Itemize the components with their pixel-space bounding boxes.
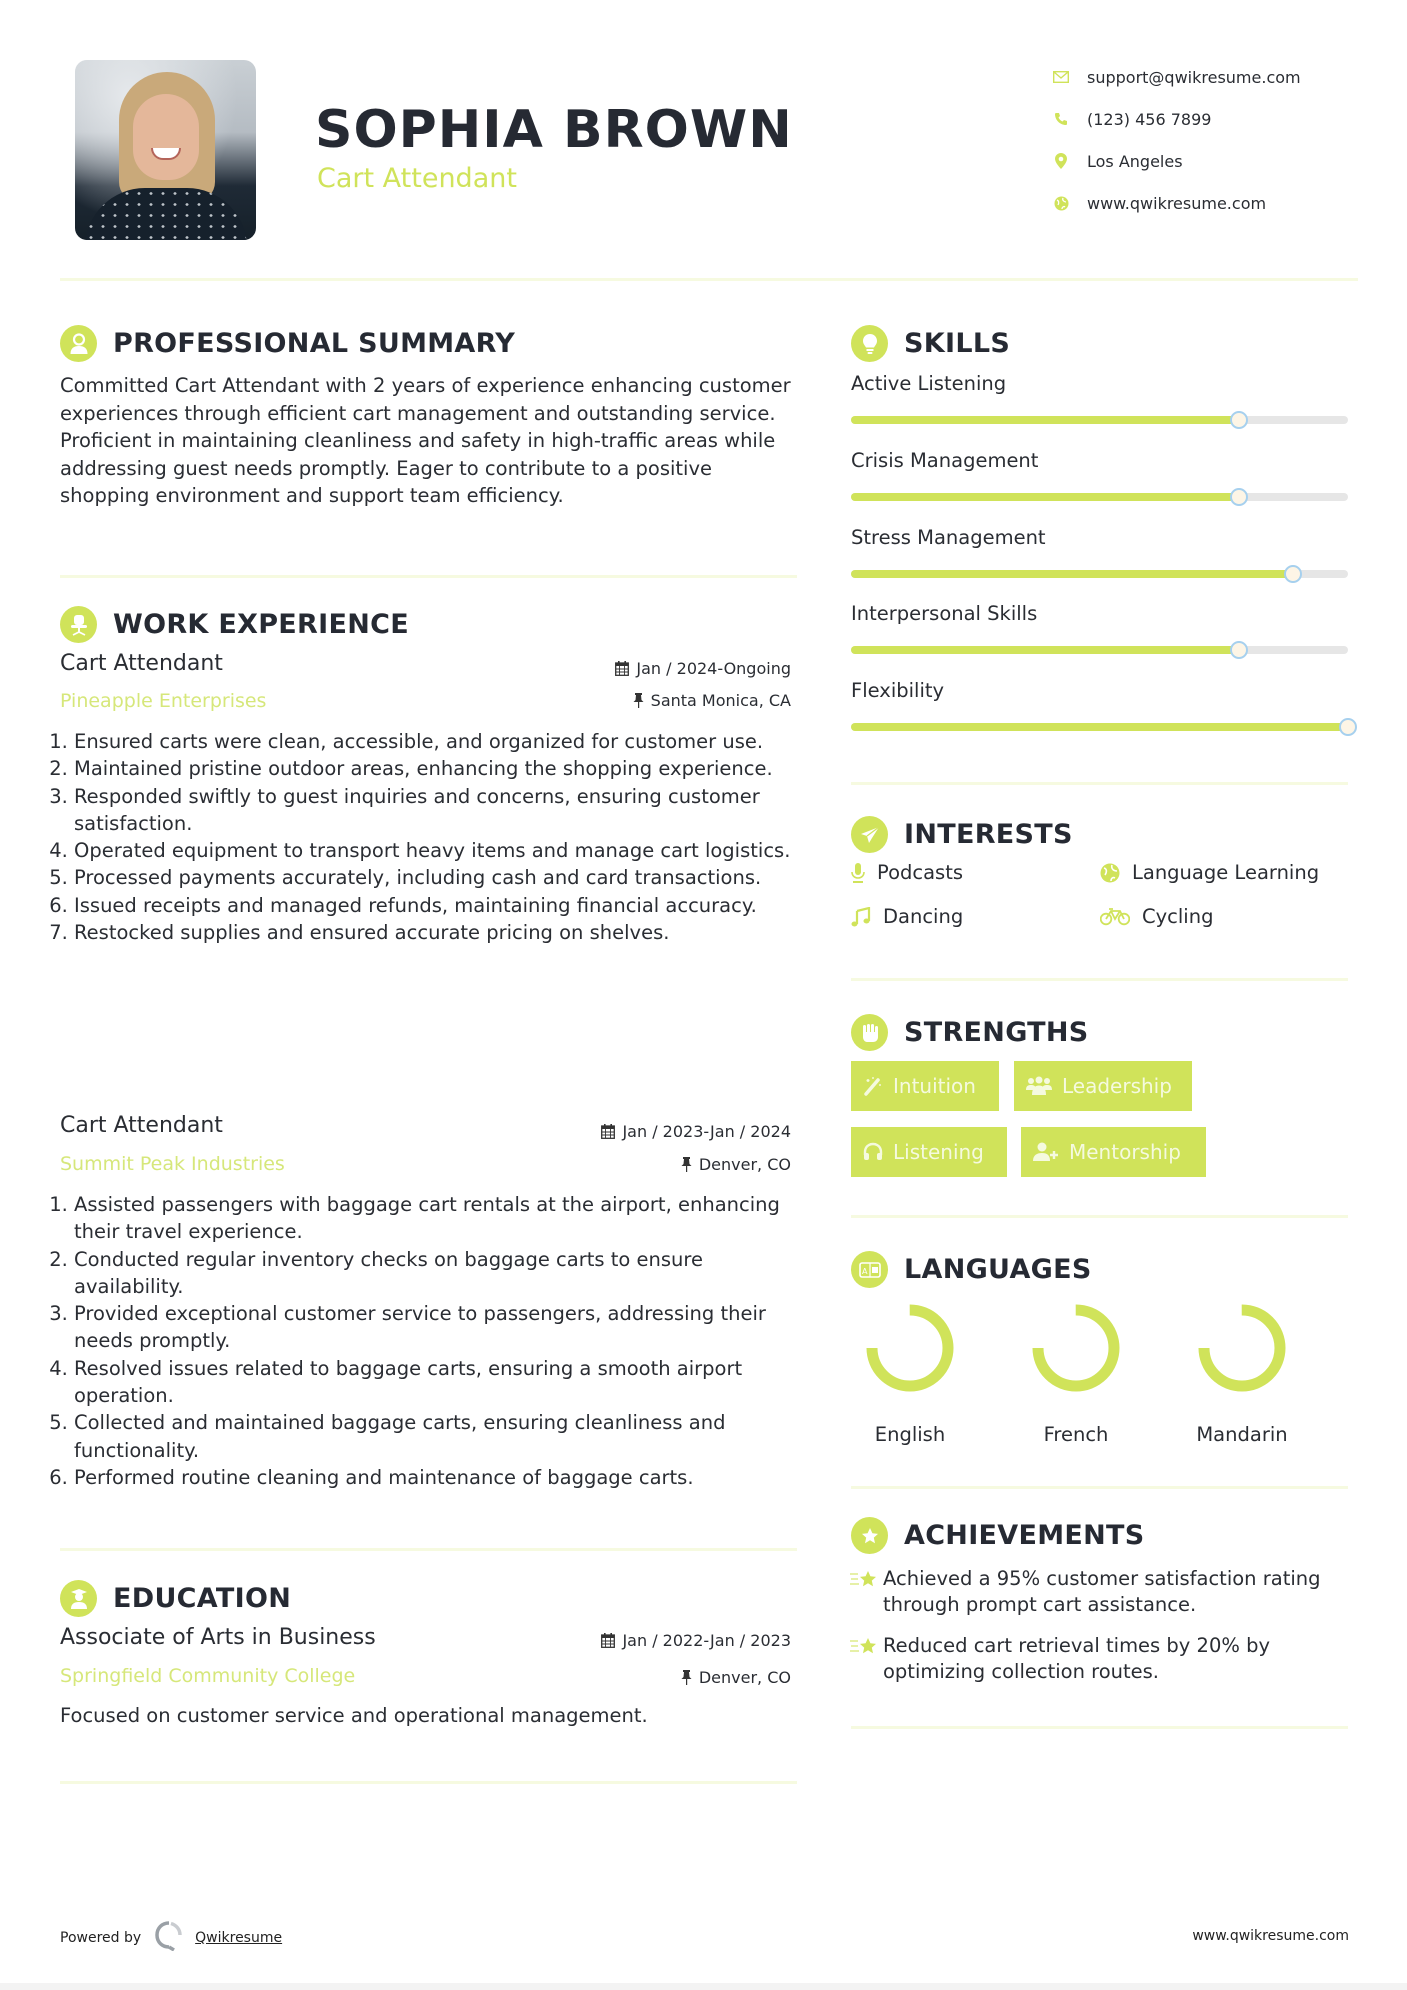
duty-item: 3. Provided exceptional customer service to passengers, addressing their needs promptly. [74, 1300, 796, 1355]
strength-label: Intuition [893, 1074, 976, 1098]
paper-plane-icon [851, 816, 888, 853]
calendar-icon [615, 661, 629, 676]
section-title: PROFESSIONAL SUMMARY [113, 328, 516, 359]
strength-label: Mentorship [1069, 1140, 1181, 1164]
skill-name: Stress Management [851, 526, 1046, 549]
company-name: Summit Peak Industries [60, 1153, 285, 1175]
skill-bar [851, 493, 1348, 501]
skill-bar-knob [1339, 718, 1357, 736]
section-experience-heading [60, 606, 409, 643]
globe-icon [1100, 863, 1120, 883]
translate-icon [851, 1251, 888, 1288]
job-location-text: Denver, CO [698, 1155, 791, 1174]
interest-label: Cycling [1142, 905, 1214, 928]
shooting-star-icon [849, 1566, 883, 1618]
office-chair-icon [60, 606, 97, 643]
magic-wand-icon [863, 1076, 883, 1096]
interest-item [851, 905, 963, 928]
language-name: French [1043, 1423, 1109, 1446]
language-item [1192, 1303, 1292, 1446]
section-divider [851, 782, 1348, 785]
duty-item: 4. Operated equipment to transport heavy items and manage cart logistics. [74, 837, 796, 864]
pushpin-icon [633, 693, 644, 708]
contact-list [1052, 56, 1372, 224]
duty-item: 5. Processed payments accurately, including cash and card transactions. [74, 864, 796, 891]
section-title: STRENGTHS [904, 1017, 1089, 1048]
contact-website[interactable] [1052, 182, 1372, 224]
duty-item: 2. Maintained pristine outdoor areas, enhancing the shopping experience. [74, 755, 796, 782]
section-title: INTERESTS [904, 819, 1073, 850]
star-badge-icon [851, 1517, 888, 1554]
music-note-icon [851, 907, 871, 927]
section-achievements-heading [851, 1517, 1145, 1554]
company-name: Pineapple Enterprises [60, 690, 267, 712]
header-divider [60, 278, 1358, 281]
language-name: English [874, 1423, 946, 1446]
education-location [500, 1668, 791, 1687]
skill-bar-knob [1230, 411, 1248, 429]
duty-item: 6. Issued receipts and managed refunds, maintaining financial accuracy. [74, 892, 796, 919]
section-divider [60, 1548, 797, 1551]
users-icon [1026, 1076, 1052, 1096]
duty-item: 2. Conducted regular inventory checks on baggage carts to ensure availability. [74, 1246, 796, 1301]
skill-name: Active Listening [851, 372, 1007, 395]
duty-item: 3. Responded swiftly to guest inquiries and concerns, ensuring customer satisfaction. [74, 783, 796, 838]
language-progress-ring [1031, 1303, 1121, 1393]
job-dates [500, 659, 791, 678]
job-location [500, 1155, 791, 1174]
education-description: Focused on customer service and operational management. [60, 1704, 648, 1727]
achievement-item [849, 1633, 1329, 1685]
section-divider [60, 575, 797, 578]
contact-phone[interactable] [1052, 98, 1372, 140]
job-title: Cart Attendant [60, 1113, 223, 1138]
section-title: SKILLS [904, 328, 1011, 359]
language-item [860, 1303, 960, 1446]
degree-title: Associate of Arts in Business [60, 1625, 376, 1650]
interest-label: Language Learning [1132, 861, 1320, 884]
duty-item: 6. Performed routine cleaning and maintenance of baggage carts. [74, 1464, 796, 1491]
globe-icon [1052, 194, 1070, 212]
section-languages-heading [851, 1251, 1092, 1288]
interest-item [1100, 861, 1319, 884]
contact-phone-text: (123) 456 7899 [1087, 109, 1212, 129]
raised-fist-icon [851, 1014, 888, 1051]
duty-item: 4. Resolved issues related to baggage carts, ensuring a smooth airport operation. [74, 1355, 796, 1410]
language-name: Mandarin [1196, 1423, 1288, 1446]
section-title: LANGUAGES [904, 1254, 1092, 1285]
strength-badge [1021, 1127, 1206, 1177]
job-location [500, 691, 791, 710]
section-education-heading [60, 1580, 291, 1617]
skill-bar-knob [1284, 565, 1302, 583]
section-summary-heading [60, 325, 515, 362]
skill-bar [851, 723, 1348, 731]
job-dates [500, 1122, 791, 1141]
skill-bar-knob [1230, 641, 1248, 659]
achievement-item [849, 1566, 1329, 1618]
language-progress-ring [865, 1303, 955, 1393]
interest-item [851, 861, 963, 884]
section-divider [60, 1781, 797, 1784]
duty-item: 7. Restocked supplies and ensured accurate pricing on shelves. [74, 919, 796, 946]
skill-bar [851, 646, 1348, 654]
bicycle-icon [1100, 908, 1130, 926]
section-divider [851, 978, 1348, 981]
achievement-text: Achieved a 95% customer satisfaction rating through prompt cart assistance. [883, 1567, 1321, 1616]
contact-email[interactable] [1052, 56, 1372, 98]
section-divider [851, 1726, 1348, 1729]
skill-name: Crisis Management [851, 449, 1039, 472]
calendar-icon [601, 1124, 615, 1139]
language-progress-ring [1197, 1303, 1287, 1393]
candidate-role: Cart Attendant [317, 163, 517, 194]
powered-by-label: Powered by [60, 1930, 142, 1946]
interest-label: Podcasts [877, 861, 964, 884]
section-title: ACHIEVEMENTS [904, 1520, 1145, 1551]
skill-bar [851, 416, 1348, 424]
skill-name: Interpersonal Skills [851, 602, 1038, 625]
strength-badge [851, 1061, 999, 1111]
job-location-text: Santa Monica, CA [650, 691, 791, 710]
skill-bar [851, 570, 1348, 578]
svg-text:A: A [861, 1266, 867, 1276]
headphones-icon [863, 1142, 883, 1162]
section-divider [851, 1215, 1348, 1218]
lightbulb-icon [851, 325, 888, 362]
calendar-icon [601, 1633, 615, 1648]
school-name: Springfield Community College [60, 1665, 356, 1687]
strength-badge [1014, 1061, 1192, 1111]
duty-item: 1. Ensured carts were clean, accessible, and organized for customer use. [74, 728, 796, 755]
section-divider [851, 1486, 1348, 1489]
profile-photo [75, 60, 256, 240]
job-dates-text: Jan / 2024-Ongoing [636, 659, 791, 678]
shooting-star-icon [849, 1633, 883, 1685]
education-location-text: Denver, CO [698, 1668, 791, 1687]
contact-email-text: support@qwikresume.com [1087, 67, 1301, 87]
summary-text: Committed Cart Attendant with 2 years of experience enhancing customer experiences through efficient cart management and outstanding service. Proficient in maintaining cleanliness and safety in high-traffic areas while addressing guest needs promptly. Eager to contribute to a positive shopping environment and support team efficiency. [60, 374, 791, 507]
duty-item: 5. Collected and maintained baggage carts, ensuring cleanliness and functionality. [74, 1409, 796, 1464]
duty-item: 1. Assisted passengers with baggage cart rentals at the airport, enhancing their travel experience. [74, 1191, 796, 1246]
section-skills-heading [851, 325, 1010, 362]
interest-label: Dancing [883, 905, 964, 928]
contact-location [1052, 140, 1372, 182]
section-title: EDUCATION [113, 1583, 292, 1614]
strength-label: Listening [893, 1140, 984, 1164]
powered-by [60, 1921, 282, 1955]
envelope-icon [1052, 68, 1070, 86]
user-plus-icon [1033, 1142, 1059, 1162]
education-dates-text: Jan / 2022-Jan / 2023 [622, 1631, 791, 1650]
user-icon [60, 325, 97, 362]
strength-label: Leadership [1062, 1074, 1172, 1098]
phone-icon [1052, 110, 1070, 128]
job-dates-text: Jan / 2023-Jan / 2024 [622, 1122, 791, 1141]
job-title: Cart Attendant [60, 651, 223, 676]
footer-url[interactable]: www.qwikresume.com [1192, 1928, 1349, 1944]
section-interests-heading [851, 816, 1073, 853]
job-duties-list [54, 728, 796, 946]
qwikresume-logo-icon [155, 1921, 183, 1955]
job-duties-list [54, 1191, 796, 1491]
education-dates [500, 1631, 791, 1650]
strength-badge [851, 1127, 1007, 1177]
pushpin-icon [681, 1670, 692, 1685]
microphone-icon [851, 863, 865, 883]
achievement-text: Reduced cart retrieval times by 20% by optimizing collection routes. [883, 1634, 1270, 1683]
candidate-name: SOPHIA BROWN [315, 100, 793, 160]
skill-bar-knob [1230, 488, 1248, 506]
graduate-icon [60, 1580, 97, 1617]
language-item [1026, 1303, 1126, 1446]
page-bottom-edge [0, 1983, 1407, 1990]
skill-name: Flexibility [851, 679, 945, 702]
interest-item [1100, 905, 1213, 928]
section-title: WORK EXPERIENCE [113, 609, 409, 640]
map-pin-icon [1052, 152, 1070, 170]
contact-location-text: Los Angeles [1087, 151, 1183, 171]
pushpin-icon [681, 1157, 692, 1172]
qwikresume-link[interactable]: Qwikresume [195, 1930, 283, 1946]
contact-website-text: www.qwikresume.com [1087, 193, 1267, 213]
section-strengths-heading [851, 1014, 1089, 1051]
